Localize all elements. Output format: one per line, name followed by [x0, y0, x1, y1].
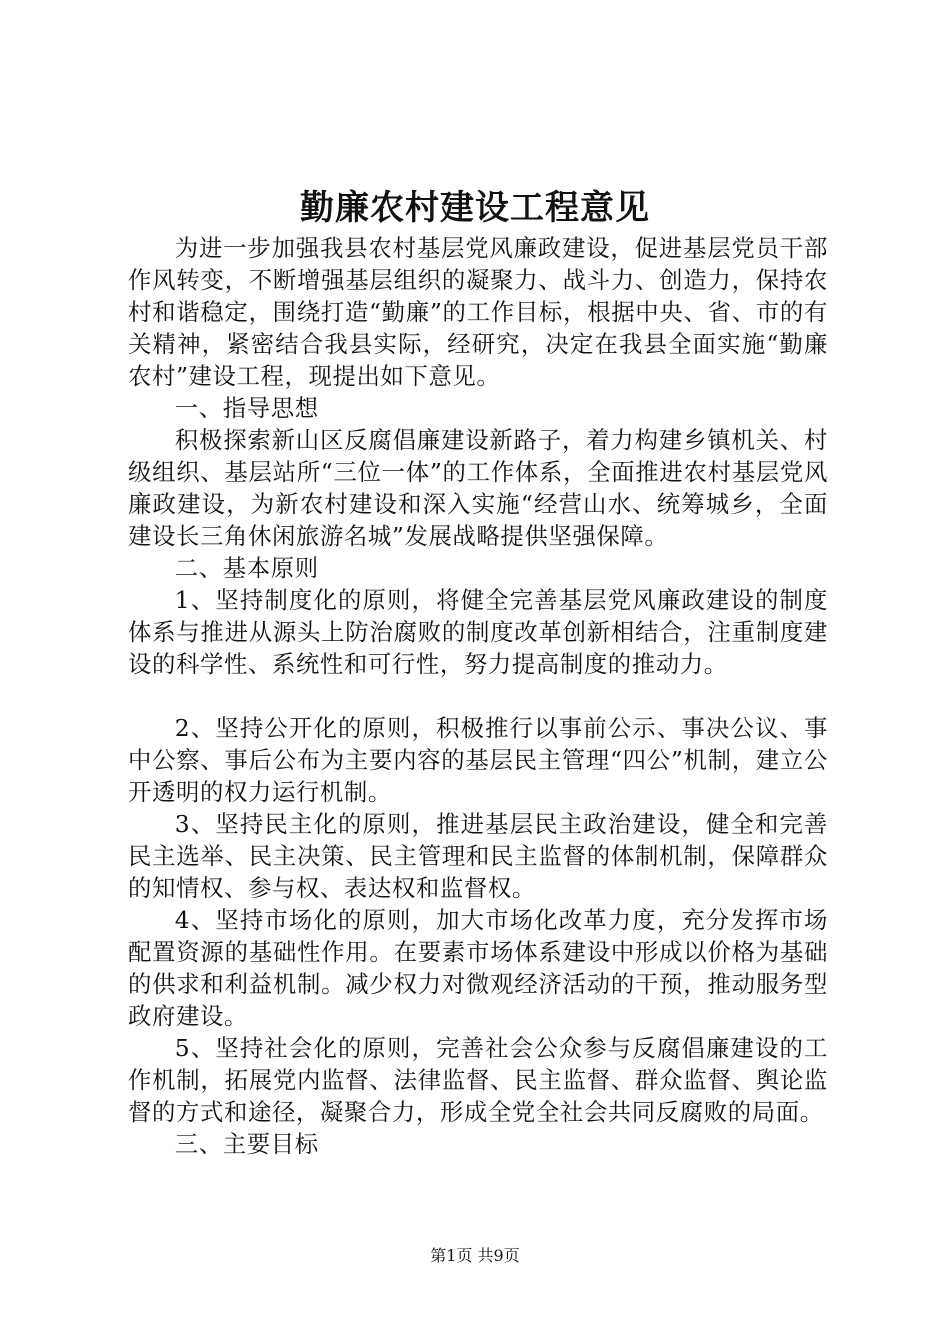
page-number: 第1页 共9页 [430, 1246, 520, 1265]
section-heading: 一、指导思想 [174, 394, 319, 422]
paragraph: 积极探索新山区反腐倡廉建设新路子，着力构建乡镇机关、村级组织、基层站所“三位一体”的工作体系，全面推进农村基层党风廉政建设，为新农村建设和深入实施“经营山水、统筹城乡，全面建设长三角休闲旅游名城”发展战略提供坚强保障。 [128, 426, 828, 550]
section-heading: 二、基本原则 [174, 554, 319, 582]
principle-paragraph: 5、坚持社会化的原则，完善社会公众参与反腐倡廉建设的工作机制，拓展党内监督、法律监督、民主监督、群众监督、舆论监督的方式和途径，凝聚合力，形成全党全社会共同反腐败的局面。 [128, 1034, 828, 1126]
document-title: 勤廉农村建设工程意见 [300, 188, 650, 228]
principle-paragraph: 3、坚持民主化的原则，推进基层民主政治建设，健全和完善民主选举、民主决策、民主管理和民主监督的体制机制，保障群众的知情权、参与权、表达权和监督权。 [128, 810, 828, 902]
principle-paragraph: 2、坚持公开化的原则，积极推行以事前公示、事决公议、事中公察、事后公布为主要内容的基层民主管理“四公”机制，建立公开透明的权力运行机制。 [128, 714, 828, 806]
document-body [128, 232, 828, 1160]
principle-paragraph: 1、坚持制度化的原则，将健全完善基层党风廉政建设的制度体系与推进从源头上防治腐败的制度改革创新相结合，注重制度建设的科学性、系统性和可行性，努力提高制度的推动力。 [128, 586, 828, 678]
intro-paragraph: 为进一步加强我县农村基层党风廉政建设，促进基层党员干部作风转变，不断增强基层组织的凝聚力、战斗力、创造力，保持农村和谐稳定，围绕打造“勤廉”的工作目标，根据中央、省、市的有关精神，紧密结合我县实际，经研究，决定在我县全面实施“勤廉农村”建设工程，现提出如下意见。 [128, 234, 828, 390]
section-heading: 三、主要目标 [174, 1130, 319, 1158]
principle-paragraph: 4、坚持市场化的原则，加大市场化改革力度，充分发挥市场配置资源的基础性作用。在要素市场体系建设中形成以价格为基础的供求和利益机制。减少权力对微观经济活动的干预，推动服务型政府建设。 [128, 906, 828, 1030]
